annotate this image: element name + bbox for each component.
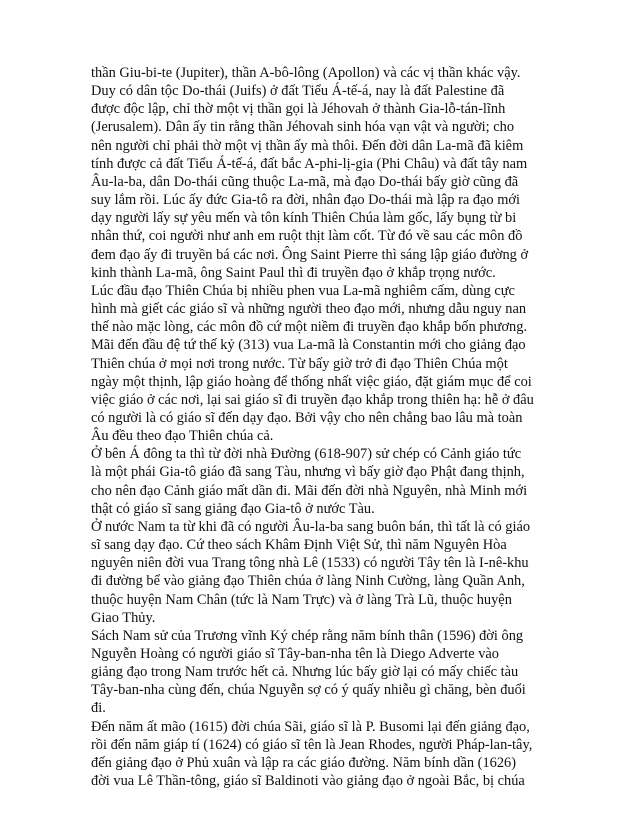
text-line: ngày một thịnh, lập giáo hoàng để thống nhất việc giáo, đặt giám mục để coi [91,373,532,390]
text-line: nên người chỉ phải thờ một vị thần ấy mà thôi. Đến đời dân La-mã đã kiêm [91,137,524,154]
text-line: (Jerusalem). Dân ấy tin rằng thần Jéhovah sinh hóa vạn vật và người; cho [91,119,515,136]
text-line: Giao Thủy. [91,609,156,626]
text-line: Đến năm ất mão (1615) đời chúa Sãi, giáo sĩ là P. Busomi lại đến giảng đạo, [91,718,530,735]
text-line: đi đường bể vào giảng đạo Thiên chúa ở làng Ninh Cường, làng Quần Anh, [91,573,525,590]
text-line: việc giáo ở các nơi, lại sai giáo sĩ đi truyền đạo khắp trong thiên hạ: hễ ở đâu [91,391,534,408]
text-line: là một phái Gia-tô giáo đã sang Tàu, nhưng vì bấy giờ đạo Phật đang thịnh, [91,464,525,481]
text-line: Sách Nam sử của Trương vĩnh Ký chép rằng năm bính thân (1596) đời ông [91,627,524,644]
text-line: cho nên đạo Cảnh giáo mất dần đi. Mãi đến đời nhà Nguyên, nhà Minh mới [91,482,528,499]
text-line: thế nào mặc lòng, các môn đồ cứ một niềm đi truyền đạo khắp bốn phương. [91,319,528,336]
text-line: đời vua Lê Thần-tông, giáo sĩ Baldinoti vào giảng đạo ở ngoài Bắc, bị chúa [91,773,525,790]
text-line: Thiên chúa ở mọi nơi trong nước. Từ bấy giờ trở đi đạo Thiên Chúa một [91,355,508,372]
text-line: Duy có dân tộc Do-thái (Juifs) ở đất Tiểu Á-tế-á, nay là đất Palestine đã [91,83,505,100]
text-line: Âu-la-ba, dân Do-thái cũng thuộc La-mã, mà đạo Do-thái bấy giờ cũng đã [91,173,519,190]
text-line: Nguyễn Hoàng có người giáo sĩ Tây-ban-nha tên là Diego Adverte vào [91,646,499,662]
text-line: nhân thứ, coi người như anh em ruột thịt làm cốt. Từ đó về sau các môn đồ [91,228,523,245]
text-line: Tây-ban-nha cùng đến, chúa Nguyễn sợ có ý quấy nhiễu gì chăng, bèn đuổi [91,682,526,699]
body-text [91,64,561,790]
text-line: Ở nước Nam ta từ khi đã có người Âu-la-ba sang buôn bán, thì tất là có giáo [91,518,531,535]
text-line: kinh thành La-mã, ông Saint Paul thì đi truyền đạo ở khắp trọng nước. [91,264,496,281]
text-line: hình mà giết các giáo sĩ và những người theo đạo mới, nhưng dẫu nguy nan [91,301,527,318]
text-line: có người là có giáo sĩ đến dạy đạo. Bởi vậy cho nên chẳng bao lâu mà toàn [91,409,523,426]
text-line: được độc lập, chỉ thờ một vị thần gọi là Jéhovah ở thành Gia-lỗ-tán-lĩnh [91,101,506,118]
text-line: nguyên niên đời vua Trang tông nhà Lê (1533) có người Tây tên là I-nê-khu [91,555,529,572]
text-line: Âu đều theo đạo Thiên chúa cả. [91,428,274,445]
text-line: Lúc đầu đạo Thiên Chúa bị nhiều phen vua La-mã nghiêm cấm, dùng cực [91,282,515,299]
text-line: đem đạo ấy đi truyền bá các nơi. Ông Saint Pierre thì sáng lập giáo đường ở [91,246,529,263]
text-line: suy lắm rồi. Lúc ấy đức Gia-tô ra đời, nhân đạo Do-thái mà lập ra đạo mới [91,192,521,209]
text-line: đến giảng đạo ở Phủ xuân và lập ra các giáo đường. Năm bính dần (1626) [91,754,517,771]
text-line: Mãi đến đầu đệ tứ thế kỷ (313) vua La-mã là Constantin mới cho giảng đạo [91,337,526,354]
text-line: dạy người lấy sự yêu mến và tôn kính Thiên Chúa làm gốc, lấy bụng từ bi [91,210,517,227]
text-line: thật có giáo sĩ sang giảng đạo Gia-tô ở nước Tàu. [91,500,375,517]
text-line: rồi đến năm giáp tí (1624) có giáo sĩ tên là Jean Rhodes, người Pháp-lan-tây, [91,736,533,753]
text-line: thần Giu-bi-te (Jupiter), thần A-bô-lông (Apollon) và các vị thần khác vậy. [91,65,521,81]
text-line: thuộc huyện Nam Chân (tức là Nam Trực) và ở làng Trà Lũ, thuộc huyện [91,591,512,608]
text-line: Ở bên Á đông ta thì từ đời nhà Đường (618-907) sử chép có Cảnh giáo tức [91,446,522,463]
text-line: sĩ sang dạy đạo. Cứ theo sách Khâm Định Việt Sử, thì năm Nguyên Hòa [91,537,507,554]
text-line: đi. [91,700,106,717]
text-line: giảng đạo trong Nam trước hết cả. Nhưng lúc bấy giờ lại có mấy chiếc tàu [91,664,519,681]
text-line: tính được cả đất Tiểu Á-tế-á, đất bắc A-phi-lị-gia (Phi Châu) và đất tây nam [91,155,528,172]
